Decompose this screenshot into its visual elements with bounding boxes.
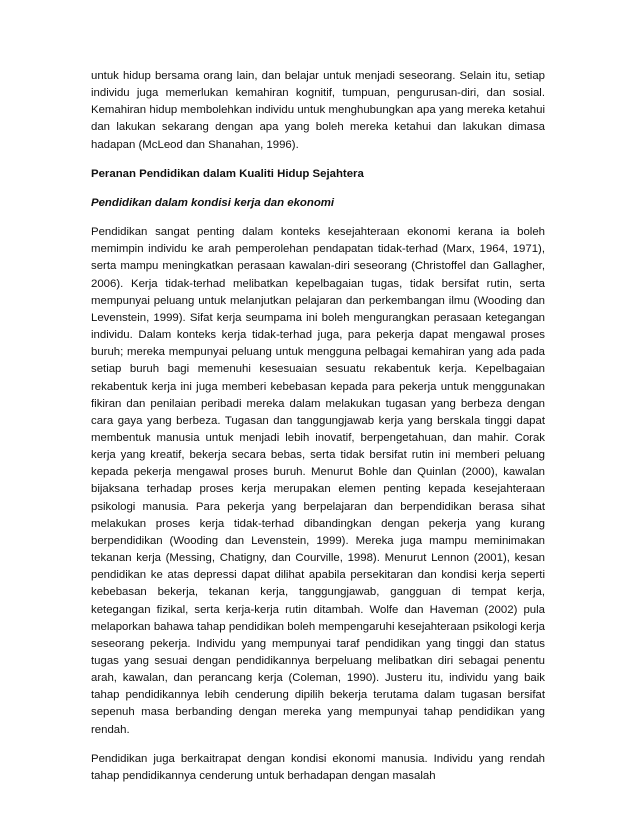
paragraph-economic-conditions: Pendidikan juga berkaitrapat dengan kondisi ekonomi manusia. Individu yang rendah tahap pendidikannya cenderung untuk berhadapan dengan masalah [91,752,545,782]
paragraph-work-conditions: Pendidikan sangat penting dalam konteks kesejahteraan ekonomi kerana ia boleh memimpin individu ke arah pemperolehan pendapatan tidak-terhad (Marx, 1964, 1971), serta mampu meningkatkan perasaan kawalan-diri seseorang (Christoffel dan Gallagher, 2006). Kerja tidak-terhad melibatkan kepelbagaian tugas, tidak bersifat rutin, serta mempunyai peluang untuk melanjutkan pelajaran dan perkembangan ilmu (Wooding dan Levenstein, 1999). Sifat kerja seumpama ini boleh mengurangkan perasaan ketegangan individu. Dalam konteks kerja tidak-terhad juga, para pekerja dapat mengawal proses buruh; mereka mempunyai peluang untuk mengguna pelbagai kemahiran yang ada pada setiap buruh bagi memenuhi kesesuaian sesuatu rekabentuk kerja. Kepelbagaian rekabentuk kerja ini juga memberi kebebasan kepada para pekerja untuk menggunakan fikiran dan penilaian peribadi mereka dalam melakukan tugasan yang berbeza dengan cara gaya yang berbeza. Tugasan dan tanggungjawab kerja yang berskala tinggi dapat membentuk manusia untuk menjadi lebih inovatif, berpengetahuan, dan mahir. Corak kerja yang kreatif, bekerja secara bebas, serta tidak bersifat rutin ini memberi peluang kepada pekerja mengawal proses buruh. Menurut Bohle dan Quinlan (2000), kawalan bijaksana terhadap proses kerja merupakan elemen penting kepada kesejahteraan psikologi manusia. Para pekerja yang berpelajaran dan berpendidikan berasa sihat melakukan proses kerja tidak-terhad dibandingkan dengan pekerja yang kurang berpendidikan (Wooding dan Levenstein, 1999). Mereka juga mampu meminimakan tekanan kerja (Messing, Chatigny, dan Courville, 1998). Menurut Lennon (2001), kesan pendidikan ke atas depressi dapat dilihat apabila persekitaran dan kondisi kerja seperti kebebasan bekerja, tekanan kerja, tanggungjawab, gangguan di tempat kerja, ketegangan fizikal, serta kerja-kerja rutin ditambah. Wolfe dan Haveman (2002) pula melaporkan bahawa tahap pendidikan boleh mempengaruhi kesejahteraan psikologi kerja seseorang pekerja. Individu yang mempunyai taraf pendidikan yang tinggi dan status tugas yang sesuai dengan pendidikannya berpeluang melibatkan diri sebagai penentu arah, kawalan, dan perancang kerja (Coleman, 1990). Justeru itu, individu yang baik tahap pendidikannya lebih cenderung dipilih bekerja terutama dalam tugasan bersifat sepenuh masa berbanding dengan mereka yang mempunyai tahap pendidikan yang rendah. [91,226,545,736]
spacer [91,183,545,195]
document-page [91,68,545,785]
spacer [91,739,545,751]
spacer [91,212,545,224]
paragraph-intro-continuation: untuk hidup bersama orang lain, dan belajar untuk menjadi seseorang. Selain itu, setiap individu juga memerlukan kemahiran kognitif, tumpuan, pengurusan-diri, dan sosial. Kemahiran hidup membolehkan individu untuk menghubungkan apa yang mereka ketahui dan lakukan sekarang dengan apa yang boleh mereka ketahui dan lakukan dimasa hadapan (McLeod dan Shanahan, 1996). [91,70,545,151]
subsection-heading: Pendidikan dalam kondisi kerja dan ekonomi [91,196,335,209]
spacer [91,154,545,166]
section-heading: Peranan Pendidikan dalam Kualiti Hidup Sejahtera [91,167,364,180]
